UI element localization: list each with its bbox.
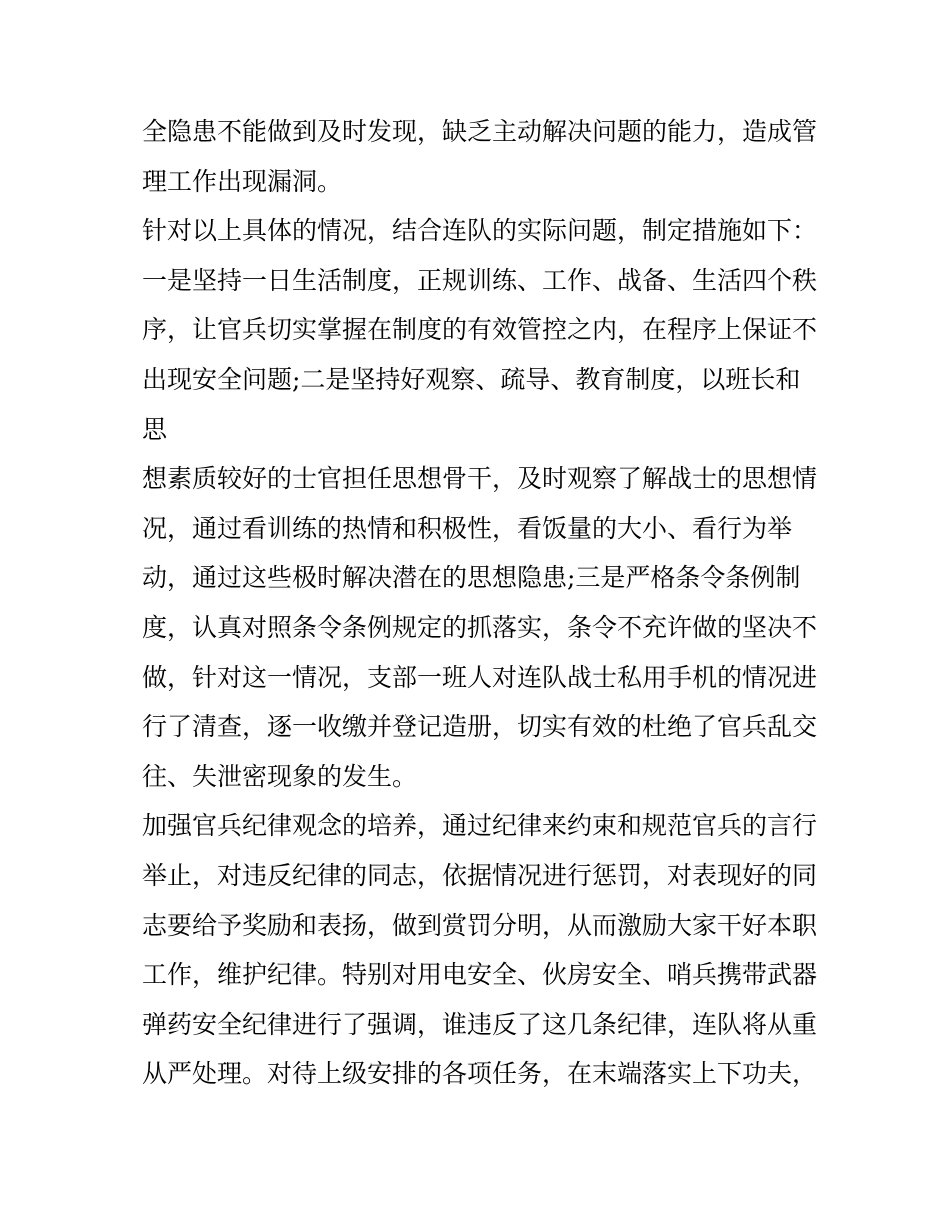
text-line: 举止，对违反纪律的同志，依据情况进行惩罚，对表现好的同 — [142, 860, 818, 890]
text-line: 往、失泄密现象的发生。 — [142, 761, 418, 791]
text-line: 工作，维护纪律。特别对用电安全、伙房安全、哨兵携带武器 — [142, 960, 818, 990]
text-line: 加强官兵纪律观念的培养，通过纪律来约束和规范官兵的言行 — [142, 811, 818, 841]
text-line: 从严处理。对待上级安排的各项任务，在末端落实上下功夫， — [142, 1059, 818, 1089]
text-line: 度，认真对照条令条例规定的抓落实，条令不充许做的坚决不 — [142, 612, 818, 642]
text-line: 序，让官兵切实掌握在制度的有效管控之内，在程序上保证不 — [142, 315, 818, 345]
text-line: 理工作出现漏洞。 — [142, 166, 343, 196]
text-line: 做，针对这一情况，支部一班人对连队战士私用手机的情况进 — [142, 662, 818, 692]
text-line: 弹药安全纪律进行了强调，谁违反了这几条纪律，连队将从重 — [142, 1009, 818, 1039]
text-line: 全隐患不能做到及时发现，缺乏主动解决问题的能力，造成管 — [142, 117, 818, 146]
text-line: 动，通过这些极时解决潜在的思想隐患;三是严格条令条例制 — [142, 563, 801, 593]
text-line: 出现安全问题;二是坚持好观察、疏导、教育制度，以班长和 — [142, 364, 801, 394]
text-line: 志要给予奖励和表扬，做到赏罚分明，从而激励大家干好本职 — [142, 910, 818, 940]
text-line: 况，通过看训练的热情和积极性，看饭量的大小、看行为举 — [142, 513, 793, 543]
text-line: 一是坚持一日生活制度，正规训练、工作、战备、生活四个秩 — [142, 265, 818, 295]
body-text — [142, 107, 822, 1099]
text-line: 思 — [142, 414, 168, 444]
text-line: 想素质较好的士官担任思想骨干，及时观察了解战士的思想情 — [142, 464, 818, 494]
text-line: 行了清查，逐一收缴并登记造册，切实有效的杜绝了官兵乱交 — [142, 712, 818, 742]
text-line: 针对以上具体的情况，结合连队的实际问题，制定措施如下： — [142, 216, 818, 246]
